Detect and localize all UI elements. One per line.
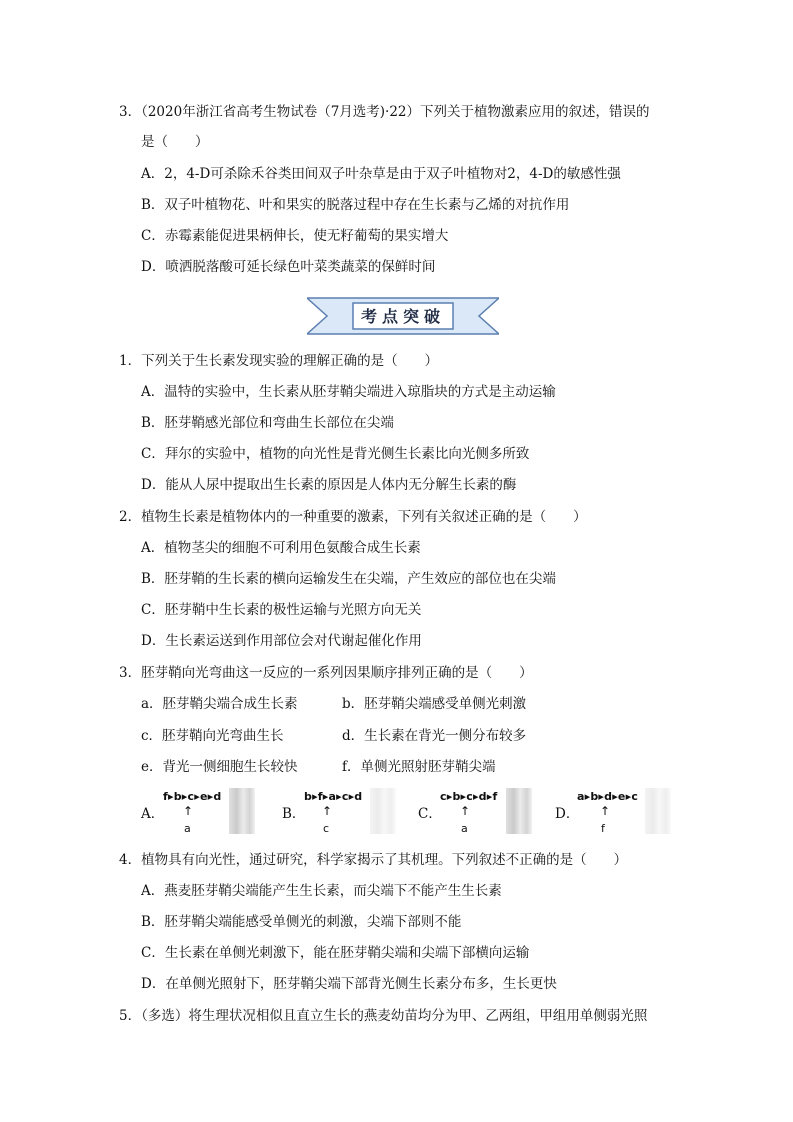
q3-choice-d-sub: f <box>601 822 605 835</box>
q3-item-b: b．胚芽鞘尖端感受单侧光刺激 <box>342 696 527 712</box>
q3-choice-a-arrow: ↑ <box>183 804 194 818</box>
q3-top-stem-line1: 3．（2020年浙江省高考生物试卷（7月选考)·22）下列关于植物激素应用的叙述，错误的 <box>119 104 650 120</box>
q3-choice-c-chain: c▸b▸c▸d▸f <box>440 790 498 803</box>
q3-choice-a-texture <box>229 788 255 834</box>
q2-option-c: C．胚芽鞘中生长素的极性运输与光照方向无关 <box>141 602 422 618</box>
q3-top-option-a: A．2，4-D可杀除禾谷类田间双子叶杂草是由于双子叶植物对2，4-D的敏感性强 <box>141 166 621 182</box>
q3-choice-c <box>418 788 538 838</box>
section-banner <box>307 296 499 336</box>
q3-choice-b-arrow: ↑ <box>322 804 333 818</box>
q3-choice-a <box>141 788 261 838</box>
q3-top-option-c: C．赤霉素能促进果柄伸长，使无籽葡萄的果实增大 <box>141 228 449 244</box>
q3-top-stem-line2: 是（ ） <box>141 134 209 150</box>
q4-option-b: B．胚芽鞘尖端能感受单侧光的刺激，尖端下部则不能 <box>141 914 462 930</box>
q3-choice-a-sub: a <box>184 822 191 835</box>
q3-choice-c-label: C． <box>418 806 442 822</box>
q3-choice-c-sub: a <box>461 822 468 835</box>
q1-option-d: D．能从人尿中提取出生长素的原因是人体内无分解生长素的酶 <box>141 477 517 493</box>
q3-stem: 3．胚芽鞘向光弯曲这一反应的一系列因果顺序排列正确的是（ ） <box>119 665 533 681</box>
q3-top-option-b: B．双子叶植物花、叶和果实的脱落过程中存在生长素与乙烯的对抗作用 <box>141 197 570 213</box>
q3-choice-b-texture <box>370 788 396 834</box>
q3-choice-b-label: B． <box>282 806 306 822</box>
q4-option-d: D．在单侧光照射下，胚芽鞘尖端下部背光侧生长素分布多，生长更快 <box>141 976 557 992</box>
q3-choice-c-arrow: ↑ <box>460 804 471 818</box>
q3-item-f: f．单侧光照射胚芽鞘尖端 <box>342 759 496 775</box>
q2-stem: 2．植物生长素是植物体内的一种重要的激素，下列有关叙述正确的是（ ） <box>119 509 587 525</box>
q3-choice-a-label: A． <box>141 806 165 822</box>
q3-top-option-d: D．喷洒脱落酸可延长绿色叶菜类蔬菜的保鲜时间 <box>141 259 436 275</box>
q3-choice-d-chain: a▸b▸d▸e▸c <box>577 790 639 803</box>
q3-choice-b-sub: c <box>323 822 330 835</box>
q3-choice-d-texture <box>645 788 671 834</box>
q1-option-b: B．胚芽鞘感光部位和弯曲生长部位在尖端 <box>141 415 394 431</box>
q4-stem: 4．植物具有向光性，通过研究，科学家揭示了其机理。下列叙述不正确的是（ ） <box>119 852 628 868</box>
q3-choice-a-chain: f▸b▸c▸e▸d <box>163 790 222 803</box>
q2-option-a: A．植物茎尖的细胞不可利用色氨酸合成生长素 <box>141 540 421 556</box>
q3-choice-d <box>555 788 675 838</box>
q3-choice-d-label: D． <box>555 806 580 822</box>
q5-stem: 5．（多选）将生理状况相似且直立生长的燕麦幼苗均分为甲、乙两组，甲组用单侧弱光照 <box>119 1008 648 1024</box>
q4-option-c: C．生长素在单侧光刺激下，能在胚芽鞘尖端和尖端下部横向运输 <box>141 945 530 961</box>
q3-choice-b-chain: b▸f▸a▸c▸d <box>304 790 363 803</box>
q2-option-b: B．胚芽鞘的生长素的横向运输发生在尖端，产生效应的部位也在尖端 <box>141 571 556 587</box>
q3-item-a: a．胚芽鞘尖端合成生长素 <box>141 696 298 712</box>
q3-item-d: d．生长素在背光一侧分布较多 <box>342 728 527 744</box>
q3-item-e: e．背光一侧细胞生长较快 <box>141 759 298 775</box>
q3-item-c: c．胚芽鞘向光弯曲生长 <box>141 728 284 744</box>
q4-option-a: A．燕麦胚芽鞘尖端能产生生长素，而尖端下不能产生生长素 <box>141 883 502 899</box>
q1-stem: 1．下列关于生长素发现实验的理解正确的是（ ） <box>119 353 439 369</box>
q3-choice-d-arrow: ↑ <box>600 804 611 818</box>
q1-option-c: C．拜尔的实验中，植物的向光性是背光侧生长素比向光侧多所致 <box>141 446 530 462</box>
section-banner-title: 考点突破 <box>360 307 446 326</box>
q1-option-a: A．温特的实验中，生长素从胚芽鞘尖端进入琼脂块的方式是主动运输 <box>141 384 556 400</box>
q3-choice-c-texture <box>506 788 532 834</box>
q3-choice-b <box>282 788 397 838</box>
q2-option-d: D．生长素运送到作用部位会对代谢起催化作用 <box>141 633 422 649</box>
